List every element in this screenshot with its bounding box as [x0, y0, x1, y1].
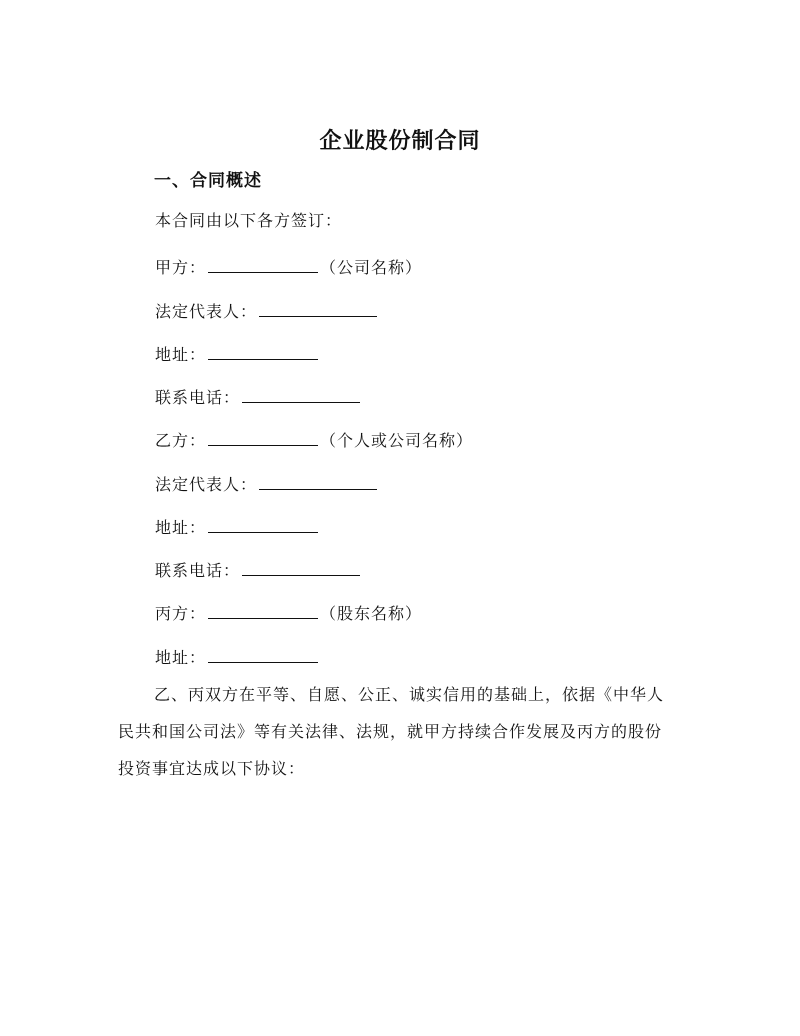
- party-a-address-blank: [208, 345, 318, 360]
- document-title: 企业股份制合同: [319, 128, 481, 154]
- agreement-paragraph: [118, 676, 678, 787]
- party-a-phone-line: [155, 385, 362, 408]
- party-b-phone-label: 联系电话：: [155, 561, 241, 580]
- party-a-rep-blank: [259, 302, 377, 317]
- agreement-paragraph-text: 乙、丙双方在平等、自愿、公正、诚实信用的基础上，依据《中华人民共和国公司法》等有关法律、法规，就甲方持续合作发展及丙方的股份投资事宜达成以下协议：: [118, 685, 665, 778]
- party-b-rep-blank: [259, 475, 377, 490]
- party-c-note: （股东名称）: [320, 604, 423, 623]
- party-a-label: 甲方：: [155, 258, 207, 277]
- section-heading: 一、合同概述: [154, 171, 262, 191]
- party-b-note: （个人或公司名称）: [320, 431, 474, 450]
- party-a-phone-label: 联系电话：: [155, 388, 241, 407]
- party-b-rep-line: [155, 472, 379, 495]
- party-b-line: [155, 428, 473, 451]
- party-c-address-blank: [208, 648, 318, 663]
- party-a-phone-blank: [242, 388, 360, 403]
- party-b-phone-line: [155, 558, 362, 581]
- party-b-phone-blank: [242, 561, 360, 576]
- party-c-line: [155, 601, 422, 624]
- party-a-address-line: [155, 342, 320, 365]
- party-a-rep-line: [155, 299, 379, 322]
- party-c-label: 丙方：: [155, 604, 207, 623]
- party-a-name-blank: [208, 258, 318, 273]
- party-b-address-label: 地址：: [155, 518, 207, 537]
- intro-line: 本合同由以下各方签订：: [155, 211, 343, 230]
- party-b-address-line: [155, 515, 320, 538]
- party-c-address-label: 地址：: [155, 648, 207, 667]
- party-a-address-label: 地址：: [155, 345, 207, 364]
- party-a-note: （公司名称）: [320, 258, 423, 277]
- party-b-rep-label: 法定代表人：: [155, 475, 258, 494]
- party-c-address-line: [155, 645, 320, 668]
- party-a-line: [155, 255, 422, 278]
- party-b-name-blank: [208, 431, 318, 446]
- party-c-name-blank: [208, 604, 318, 619]
- party-b-label: 乙方：: [155, 431, 207, 450]
- party-b-address-blank: [208, 518, 318, 533]
- party-a-rep-label: 法定代表人：: [155, 302, 258, 321]
